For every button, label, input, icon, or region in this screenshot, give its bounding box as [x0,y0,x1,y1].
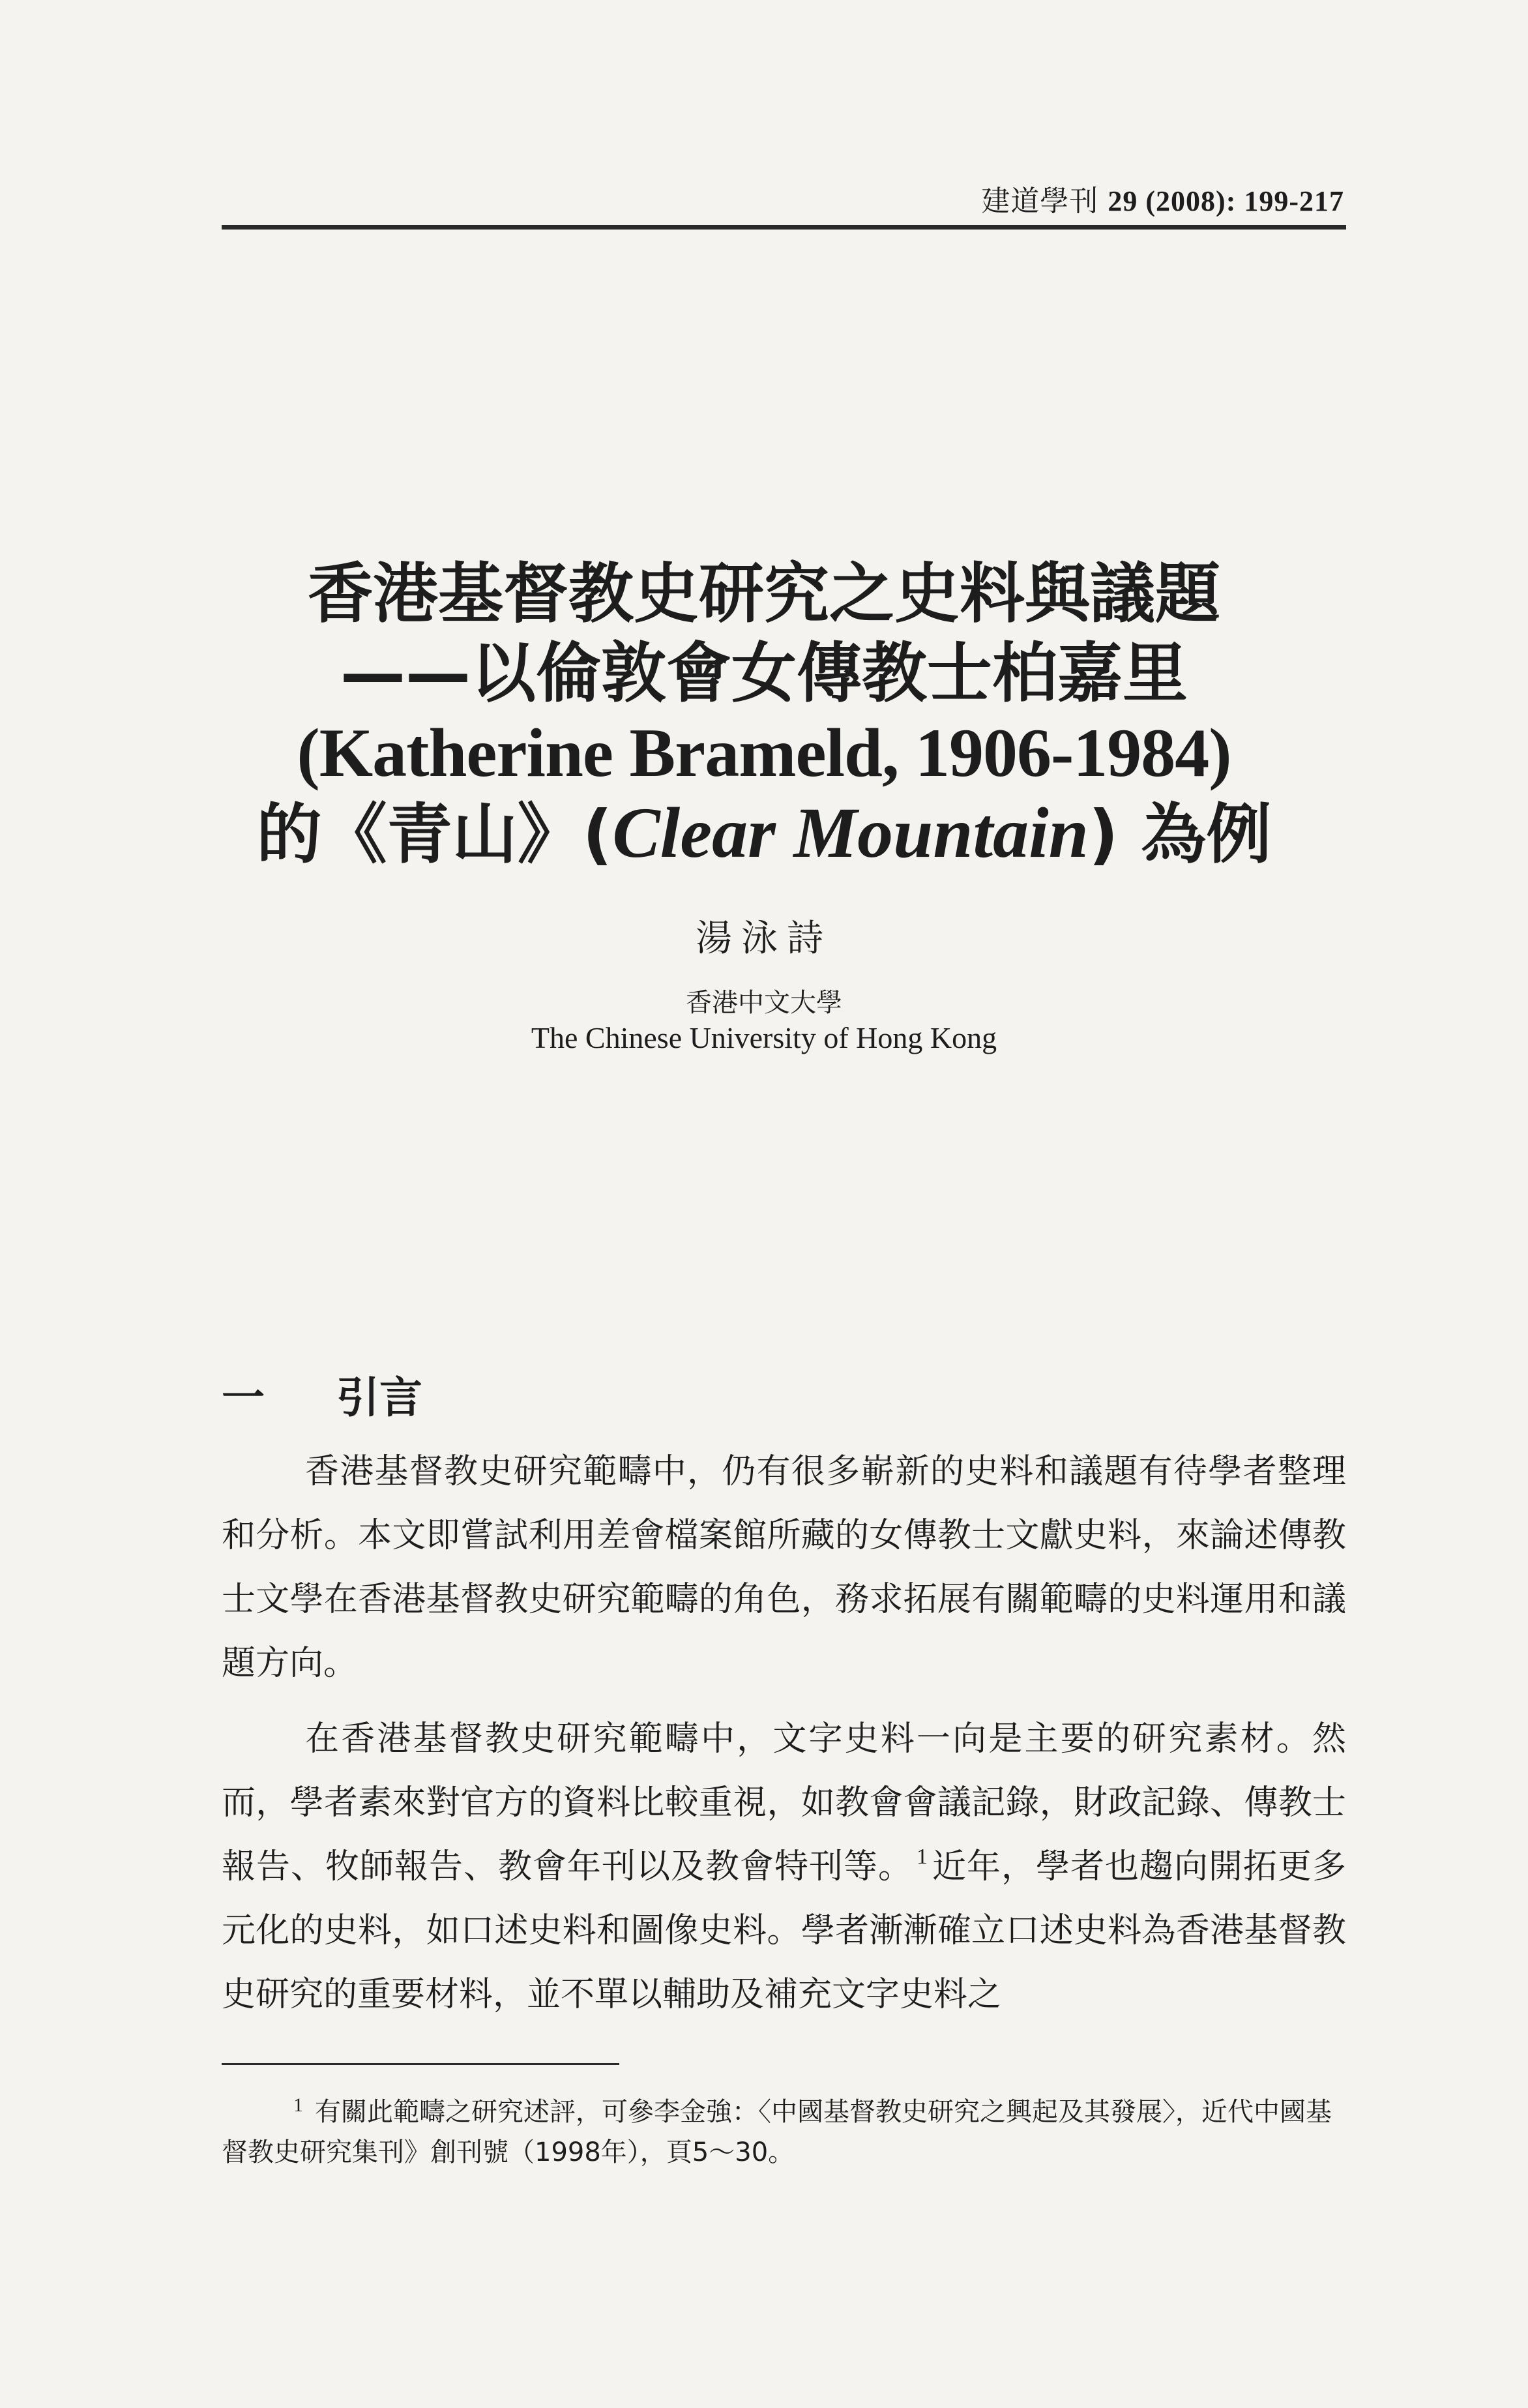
section-number: 一 [222,1373,265,1423]
paragraph-text [222,1707,1346,2027]
title-line-4-prefix: 的《青山》( [256,796,613,872]
paragraph-text-part-a: 在香港基督教史研究範疇中，文字史料一向是主要的研究素材。然而，學者素來對官方的資料比較重視，如教會會議記錄，財政記錄、傳教士報告、牧師報告、教會年刊以及教會特刊等。 [222,1719,1346,1886]
body-paragraph-1 [222,1440,1346,1695]
author-name: 湯泳詩 [696,917,832,960]
affiliation-english: The Chinese University of Hong Kong [531,1021,997,1054]
section-heading [222,1363,422,1425]
title-line-4-italic: Clear Mountain [612,793,1089,872]
title-line-2: ——以倫敦會女傳教士柏嘉里 [340,635,1188,711]
article-title [0,554,1528,874]
journal-citation: 29 (2008): 199-217 [1108,185,1344,217]
body-paragraph-2 [222,1707,1346,2027]
footnote-number: 1 [293,2094,303,2116]
footnote-rule [222,2063,619,2065]
title-line-1: 香港基督教史研究之史料與議題 [308,556,1220,632]
footnote-text: 有關此範疇之研究述評，可參李金強：〈中國基督教史研究之興起及其發展〉，近代中國基督教史研究集刊》創刊號（1998年），頁5～30。 [222,2097,1332,2167]
title-line-4-suffix: ) 為例 [1088,796,1272,872]
title-line-3: (Katherine Brameld, 1906-1984) [297,715,1231,791]
affiliation-chinese: 香港中文大學 [686,988,842,1018]
header-rule [222,225,1346,230]
footnote-reference-1[interactable]: 1 [916,1845,928,1869]
running-header [981,177,1344,219]
section-title: 引言 [336,1373,422,1423]
title-line-4 [0,793,1528,874]
journal-name: 建道學刊 [981,185,1099,218]
footnote-1 [222,2092,1346,2173]
paragraph-text: 香港基督教史研究範疇中，仍有很多嶄新的史料和議題有待學者整理和分析。本文即嘗試利用差會檔案館所藏的女傳教士文獻史料，來論述傳教士文學在香港基督教史研究範疇的角色，務求拓展有關範疇的史料運用和議題方向。 [222,1452,1346,1683]
paragraph-text-part-b: 近年，學者也趨向開拓更多元化的史料，如口述史料和圖像史料。學者漸漸確立口述史料為香港基督教史研究的重要材料，並不單以輔助及補充文字史料之 [222,1847,1346,2014]
